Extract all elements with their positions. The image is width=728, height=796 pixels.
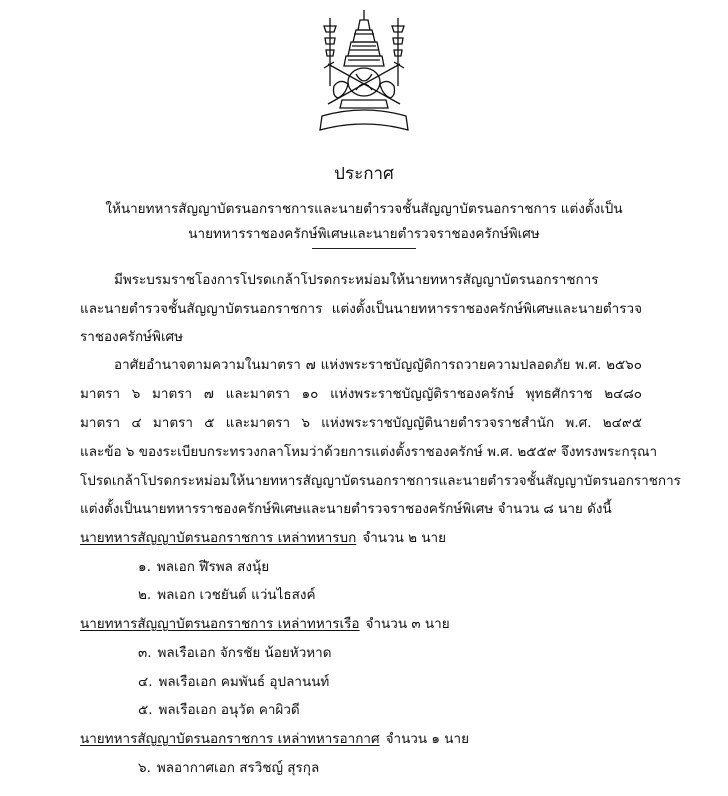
list-item-number: ๑.: [138, 559, 151, 575]
group-heading-air-force-label: นายทหารสัญญาบัตรนอกราชการ เหล่าทหารอากาศ: [80, 731, 380, 747]
group-heading-air-force: [80, 727, 469, 749]
group-heading-army-label: นายทหารสัญญาบัตรนอกราชการ เหล่าทหารบก: [80, 530, 357, 546]
list-item-number: ๔.: [138, 674, 153, 690]
list-item-name: พลอากาศเอก สรวิชญ์ สุรกุล: [156, 760, 320, 776]
announcement-subtitle-line-2: นายทหารราชองครักษ์พิเศษและนายตำรวจราชองครักษ์พิเศษ: [188, 226, 540, 242]
paragraph-2-line-4: และข้อ ๖ ของระเบียบกระทรวงกลาโหมว่าด้วยการแต่งตั้งราชองครักษ์ พ.ศ. ๒๕๕๙ จึงทรงพระกรุณา: [80, 444, 658, 460]
list-item: [138, 641, 332, 663]
paragraph-1-line-1: มีพระบรมราชโองการโปรดเกล้าโปรดกระหม่อมให้นายทหารสัญญาบัตรนอกราชการ: [114, 272, 599, 288]
list-item: [138, 555, 269, 577]
group-heading-army: [80, 526, 446, 548]
group-heading-navy-label: นายทหารสัญญาบัตรนอกราชการ เหล่าทหารเรือ: [80, 616, 360, 632]
title-divider: [312, 248, 416, 249]
list-item-name: พลเรือเอก คมพันธ์ อุปลานนท์: [158, 674, 330, 690]
paragraph-2-line-1: อาศัยอำนาจตามความในมาตรา ๗ แห่งพระราชบัญญัติการถวายความปลอดภัย พ.ศ. ๒๕๖๐: [114, 357, 642, 373]
list-item-name: พลเอก ฬีรพล สงนุ้ย: [156, 559, 270, 575]
list-item: [138, 698, 300, 720]
list-item: [138, 583, 316, 605]
group-heading-navy-count: จำนวน ๓ นาย: [365, 616, 450, 632]
list-item: [138, 756, 319, 778]
list-item-number: ๕.: [138, 702, 153, 718]
list-item: [138, 670, 329, 692]
paragraph-1-line-2: และนายตำรวจชั้นสัญญาบัตรนอกราชการ แต่งตั้งเป็นนายทหารราชองครักษ์พิเศษและนายตำรวจ: [80, 301, 642, 317]
list-item-number: ๓.: [138, 645, 152, 661]
list-item-number: ๒.: [138, 587, 152, 603]
group-heading-air-force-count: จำนวน ๑ นาย: [385, 731, 469, 747]
paragraph-2-line-3: มาตรา ๔ มาตรา ๕ และมาตรา ๖ แห่งพระราชบัญญัตินายตำรวจราชสำนัก พ.ศ. ๒๔๙๕: [80, 415, 642, 431]
paragraph-2-line-2: มาตรา ๖ มาตรา ๗ และมาตรา ๑๐ แห่งพระราชบัญญัติราชองครักษ์ พุทธศักราช ๒๔๘๐: [80, 386, 642, 402]
group-heading-navy: [80, 612, 450, 634]
group-heading-army-count: จำนวน ๒ นาย: [362, 530, 447, 546]
list-item-name: พลเอก เวชยันต์ แว่นไธสงค์: [157, 587, 316, 603]
list-item-name: พลเรือเอก อนุวัต คาผิวดี: [158, 702, 300, 718]
paragraph-2-line-5: โปรดเกล้าโปรดกระหม่อมให้นายทหารสัญญาบัตรนอกราชการและนายตำรวจชั้นสัญญาบัตรนอกราชการ: [80, 473, 681, 489]
list-item-number: ๖.: [138, 760, 151, 776]
paragraph-1-line-3: ราชองครักษ์พิเศษ: [80, 329, 184, 345]
announcement-subtitle-line-1: ให้นายทหารสัญญาบัตรนอกราชการและนายตำรวจชั้นสัญญาบัตรนอกราชการ แต่งตั้งเป็น: [105, 201, 623, 217]
list-item-name: พลเรือเอก จักรชัย น้อยหัวหาด: [157, 645, 332, 661]
paragraph-2-line-6: แต่งตั้งเป็นนายทหารราชองครักษ์พิเศษและนายตำรวจราชองครักษ์พิเศษ จำนวน ๘ นาย ดังนี้: [80, 501, 612, 517]
royal-emblem-icon: [310, 8, 418, 136]
announcement-title: ประกาศ: [334, 164, 394, 184]
